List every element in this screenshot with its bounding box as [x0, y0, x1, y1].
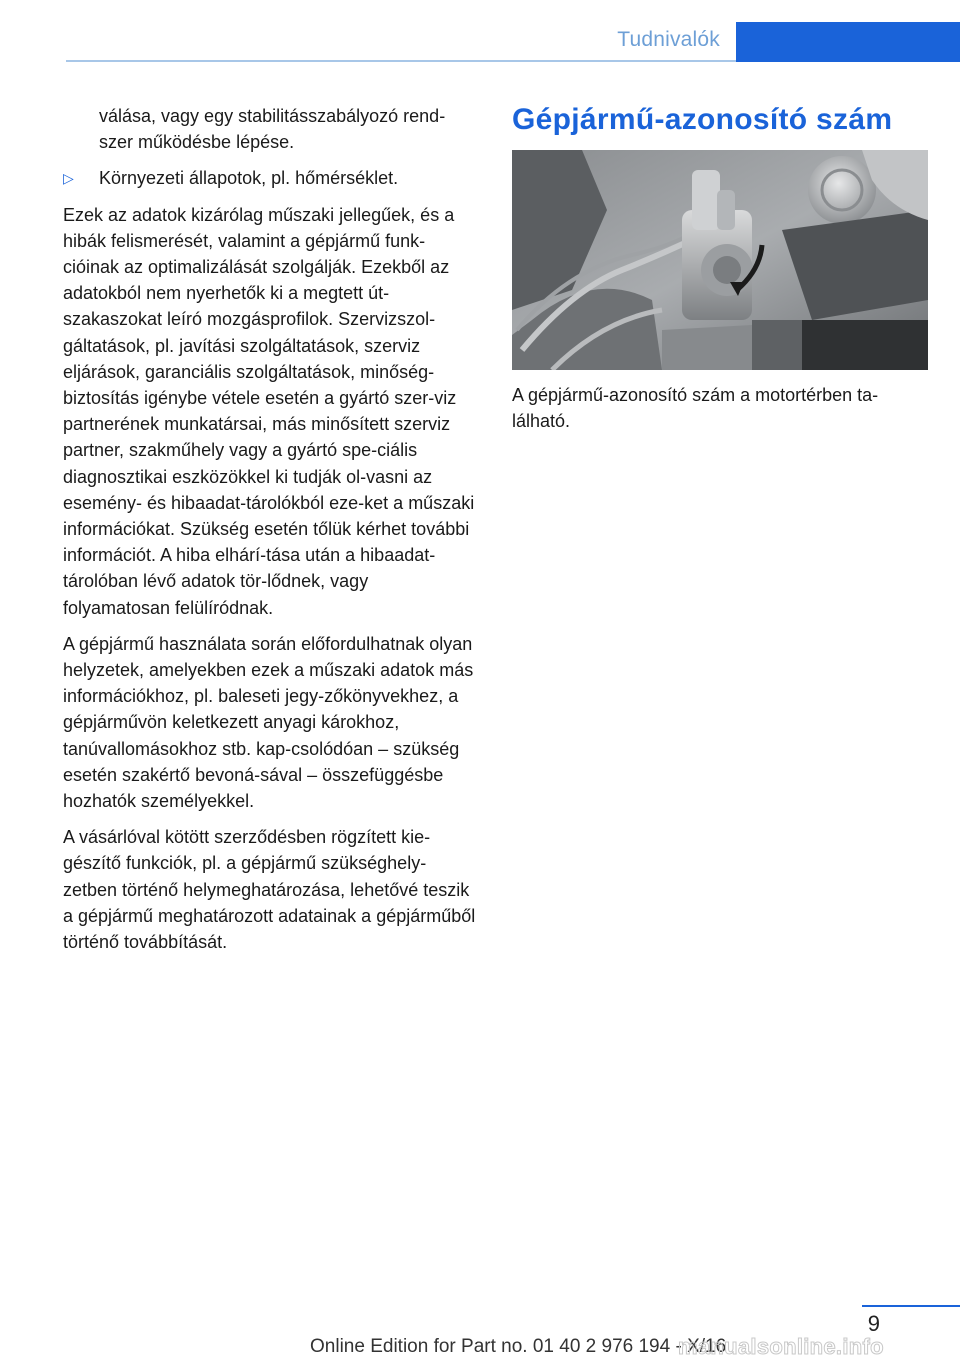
bullet-text: Környezeti állapotok, pl. hőmérséklet. — [99, 168, 399, 189]
footer-rule — [862, 1305, 960, 1307]
body-paragraph-1: Ezek az adatok kizárólag műszaki jellegűek, és a hibák felismerését, valamint a gépjármű funk‐cióinak az optimalizálását szolgálják. Ezekből az adatokból nem nyerhetők ki a megtett út‐szakaszokat leíró mozgásprofilok. Szervizszol‐gáltatások, pl. javítási szolgáltatások, szerviz eljárások, garanciális szolgáltatások, minőség‐biztosítás igénybe vétele esetén a gyártó szer‐viz partnerének munkatársai, más minősített szerviz partner, szakműhely vagy a gyártó spe‐ciális diagnosztikai eszközökkel ki tudják ol‐vasni az esemény- és hibaadat-tárolókból eze‐ket a műszaki információkat. Szükség esetén tőlük kérhet további információt. A hiba elhárí‐tása után a hibaadat-tárolóban lévő adatok tör‐lődnek, vagy folyamatosan felülíródnak. — [63, 204, 475, 618]
bullet-item — [63, 165, 478, 191]
watermark: manualsonline.info — [678, 1334, 884, 1359]
section-heading: Gépjármű-azonosító szám — [512, 103, 893, 136]
right-column — [512, 100, 930, 434]
body-paragraph-3: A vásárlóval kötött szerződésben rögzített kie‐gészítő funkciók, pl. a gépjármű szükséghely‐zetben történő helymeghatározása, lehetővé teszik a gépjármű meghatározott adatainak a gépjárműből történő továbbítását. — [63, 827, 476, 953]
photo-caption: A gépjármű-azonosító szám a motortérben ta‐lálható. — [512, 385, 879, 431]
engine-bay-photo — [512, 150, 928, 370]
page-number: 9 — [867, 1311, 880, 1336]
section-header-title: Tudnivalók — [617, 28, 720, 51]
body-paragraph-2: A gépjármű használata során előfordulhatnak olyan helyzetek, amelyekben ezek a műszaki adatok más információkhoz, pl. baleseti jegy‐zőkönyvekhez, a gépjárművön keletkezett anyagi károkhoz, tanúvallomásokhoz stb. kap‐csolódóan – szükség esetén szakértő bevoná‐sával – összefüggésbe hozhatók személyekkel. — [63, 633, 474, 812]
header-rule — [66, 60, 736, 62]
footer-edition-text: Online Edition for Part no. 01 40 2 976 194 - X/16 — [310, 1336, 727, 1357]
left-column — [63, 103, 478, 965]
header-tab-marker — [736, 22, 960, 62]
bullet-continuation: válása, vagy egy stabilitásszabályozó rend‐szer működésbe lépése. — [99, 106, 446, 153]
triangle-bullet-icon: ▷ — [63, 170, 74, 187]
